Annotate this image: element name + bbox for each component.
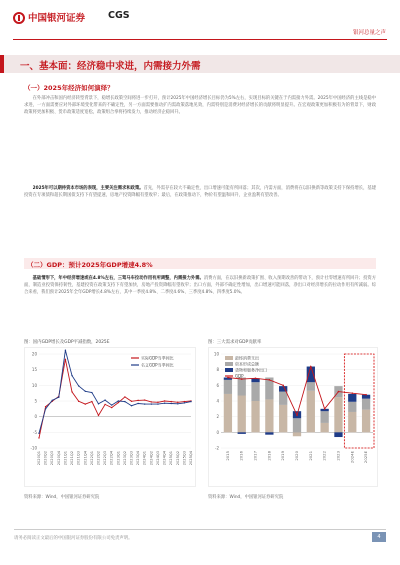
- x-tick-label: 2021Q2: [70, 451, 75, 466]
- brand-name: 中国银河证券: [28, 13, 86, 24]
- x-tick-label: 2021: [307, 451, 313, 461]
- x-tick-label: 2023Q4: [136, 451, 141, 466]
- bar-segment: [334, 397, 342, 432]
- figure-1-source: 资料来源：Wind，中国银河证券研究院: [24, 495, 100, 500]
- footer-divider: [14, 529, 386, 530]
- x-tick-label: 2024Q4: [162, 451, 167, 466]
- y-tick-label: 20: [31, 351, 37, 357]
- y-tick-label: 4: [216, 398, 219, 404]
- gdp-point: [310, 366, 312, 368]
- data-point: [111, 404, 112, 405]
- data-point: [151, 401, 152, 402]
- bar-segment: [279, 405, 287, 432]
- bar-segment: [320, 411, 328, 423]
- bar-segment: [293, 418, 301, 432]
- bar-segment: [224, 380, 232, 394]
- y-tick-label: -10: [30, 445, 37, 451]
- x-tick-label: 2025E: [363, 451, 369, 464]
- bar-segment: [238, 378, 246, 396]
- body-paragraph-2: [24, 185, 376, 199]
- report-series: 银河总量之声: [352, 30, 386, 36]
- data-point: [78, 401, 79, 402]
- legend-label: 实际GDP当季同比: [141, 355, 174, 361]
- data-point: [78, 385, 79, 386]
- page-number: 4: [372, 532, 386, 542]
- y-tick-label: 10: [31, 382, 37, 388]
- legend-swatch: [225, 368, 233, 372]
- x-tick-label: 2025Q1: [169, 451, 174, 466]
- bar-segment: [348, 394, 356, 402]
- figure-2-source: 资料来源：Wind，中国银河证券研究院: [208, 495, 284, 500]
- series-line: [39, 359, 191, 438]
- y-tick-label: -2: [215, 445, 219, 451]
- bar-segment: [362, 410, 370, 433]
- gdp-line: [228, 367, 366, 416]
- demand-contribution-chart: [208, 347, 378, 487]
- subsection-title-2: （二）GDP：预计2025年GDP增速4.8%: [27, 261, 153, 269]
- data-point: [58, 397, 59, 398]
- subsection-title-1: （一）2025年经济如何演绎？: [24, 84, 114, 92]
- data-point: [85, 391, 86, 392]
- bar-segment: [251, 401, 259, 432]
- bar-segment: [265, 432, 273, 434]
- x-tick-label: 2020Q4: [56, 451, 61, 466]
- x-tick-label: 2025Q2: [175, 451, 180, 466]
- paragraph-body: 首先，外需存在较大不确定性，出口增速可能有所回落；其次，内需方面，消费将在以旧换新等政策支持下保持增长，基建投资在专项债和超长期国债支持下有望提速，房地产投资降幅有望收窄；最后，在政策推动下，物价有望温和回升，企业盈利有望改善。: [24, 186, 376, 199]
- data-point: [91, 392, 92, 393]
- header-divider: [13, 39, 387, 40]
- gdp-point: [324, 408, 326, 410]
- x-tick-label: 2021Q1: [63, 451, 68, 466]
- bar-segment: [348, 412, 356, 432]
- gdp-point: [338, 391, 340, 393]
- y-tick-label: 8: [216, 367, 219, 373]
- data-point: [131, 401, 132, 402]
- paragraph-lead: 2025年可以期待资本市场的表现，主要关注需求和政策。: [32, 186, 144, 191]
- x-tick-label: 2022Q4: [109, 451, 114, 466]
- data-point: [177, 402, 178, 403]
- x-tick-label: 2015: [224, 451, 230, 461]
- x-tick-label: 2023Q1: [116, 451, 121, 466]
- page-header: [0, 0, 400, 44]
- data-point: [124, 396, 125, 397]
- body-paragraph-3: [24, 275, 376, 297]
- data-point: [137, 400, 138, 401]
- x-tick-label: 2021Q3: [76, 451, 81, 466]
- x-tick-label: 2022Q2: [96, 451, 101, 466]
- x-tick-label: 2024E: [349, 451, 355, 464]
- y-tick-label: 0: [216, 429, 219, 435]
- x-tick-label: 2020Q1: [37, 451, 41, 466]
- x-tick-label: 2022Q3: [103, 451, 108, 466]
- gdp-point: [269, 379, 271, 381]
- y-tick-label: -5: [33, 429, 37, 435]
- y-tick-label: 2: [216, 414, 219, 420]
- data-point: [45, 408, 46, 409]
- data-point: [131, 405, 132, 406]
- y-tick-label: 6: [216, 382, 219, 388]
- cgs-logo-icon: [13, 12, 25, 24]
- y-tick-label: 15: [31, 367, 37, 373]
- legend-label: 资本形成总额: [235, 361, 259, 367]
- data-point: [164, 402, 165, 403]
- x-tick-label: 2021Q4: [83, 451, 88, 466]
- data-point: [71, 391, 72, 392]
- x-tick-label: 2016: [238, 451, 244, 461]
- data-point: [170, 401, 171, 402]
- bar-segment: [334, 432, 342, 437]
- bar-segment: [362, 399, 370, 410]
- x-tick-label: 2017: [252, 451, 258, 461]
- footer-disclaimer: 请务必阅读正文最后的中国银河证券股份有限公司免责声明。: [14, 536, 133, 541]
- legend-swatch: [225, 362, 233, 366]
- data-point: [151, 403, 152, 404]
- legend-label: 名义GDP当季同比: [141, 362, 174, 368]
- data-point: [104, 399, 105, 400]
- gdp-point: [241, 378, 243, 380]
- data-point: [144, 399, 145, 400]
- data-point: [111, 407, 112, 408]
- data-point: [38, 433, 39, 434]
- data-point: [170, 403, 171, 404]
- data-point: [124, 401, 125, 402]
- data-point: [65, 359, 66, 360]
- x-tick-label: 2022Q1: [89, 451, 94, 466]
- legend-swatch: [225, 356, 233, 360]
- section-title: 一、基本面：经济稳中求进，内需接力外需: [20, 61, 201, 72]
- data-point: [52, 400, 53, 401]
- gdp-point: [351, 392, 353, 394]
- x-tick-label: 2025Q4: [189, 451, 193, 466]
- y-tick-label: 5: [34, 398, 37, 404]
- x-tick-label: 2019: [280, 451, 286, 461]
- data-point: [157, 402, 158, 403]
- x-tick-label: 2025Q3: [182, 451, 187, 466]
- y-tick-label: 10: [213, 351, 219, 357]
- paragraph-lead: 基础情形下，年中经济增速或在4.8%左右，三驾马车拉动作用有所调整，内需接力外需。: [32, 276, 204, 281]
- brand-english: CGS: [108, 10, 130, 21]
- data-point: [177, 403, 178, 404]
- x-tick-label: 2023: [335, 451, 341, 461]
- data-point: [118, 400, 119, 401]
- gdp-point: [365, 394, 367, 396]
- data-point: [157, 403, 158, 404]
- data-point: [184, 401, 185, 402]
- section-accent: [0, 55, 4, 73]
- x-tick-label: 2024Q3: [155, 451, 160, 466]
- data-point: [71, 375, 72, 376]
- bar-segment: [293, 432, 301, 436]
- data-point: [38, 437, 39, 438]
- data-point: [98, 415, 99, 416]
- x-tick-label: 2024Q2: [149, 451, 154, 466]
- data-point: [85, 403, 86, 404]
- bar-segment: [320, 423, 328, 432]
- body-paragraph-1: 在外部冲击和国内经济转型背景下，稳增长政策空间将进一步打开，预计2025年中国经济增长目标仍为5%左右，实现目标的关键在于内需接力外需。2025年中国经济的主线是稳中求进，一方面需要应对外部环境变化带来的不确定性，另一方面需要推动扩内需政策落地见效，内需特别是消费对经济增长的贡献将明显提升。在宏观政策更加积极有为的背景下，财政政策将更加积极、货币政策适度宽松，政策组合拳将持续发力，推动经济企稳回升。: [24, 96, 376, 116]
- legend-label: GDP: [235, 373, 244, 379]
- data-point: [104, 404, 105, 405]
- data-point: [118, 402, 119, 403]
- data-point: [137, 403, 138, 404]
- bar-segment: [279, 392, 287, 405]
- data-point: [164, 400, 165, 401]
- bar-segment: [307, 382, 315, 391]
- gdp-point: [255, 377, 257, 379]
- gdp-line-chart: [24, 347, 196, 487]
- bar-segment: [238, 432, 246, 434]
- data-point: [65, 350, 66, 351]
- paragraph-body: 消费方面，在以旧换新政策扩围、收入预期改善的带动下，预计社零增速有所回升；投资方面，制造业投资保持韧性，基建投资在政策支持下有望加快，房地产投资降幅有望收窄；出口方面，外部不确定性增加，出口增速可能回落，净出口对经济增长的拉动作用有所减弱。综合来看，我们预计2025年全年GDP增长4.8%左右，其中一季度4.8%、二季度4.6%、三季度4.8%、四季度5.0%。: [24, 276, 377, 296]
- bar-segment: [265, 399, 273, 432]
- data-point: [190, 401, 191, 402]
- x-tick-label: 2022: [321, 451, 327, 461]
- legend-label: 货物和服务净出口: [235, 367, 267, 373]
- data-point: [144, 403, 145, 404]
- x-tick-label: 2020Q3: [50, 451, 55, 466]
- figure-1-title: 图：国内GDP增长及GDP平减指数，2025E: [24, 340, 110, 345]
- data-point: [184, 402, 185, 403]
- bar-segment: [224, 394, 232, 432]
- data-point: [98, 403, 99, 404]
- figure-2-title: 图：三大需求对GDP贡献率: [208, 340, 262, 345]
- legend-label: 最终消费支出: [235, 355, 259, 361]
- x-tick-label: 2023Q3: [129, 451, 134, 466]
- bar-segment: [251, 382, 259, 401]
- gdp-point: [296, 414, 298, 416]
- x-tick-label: 2020Q2: [43, 451, 48, 466]
- bar-segment: [238, 396, 246, 433]
- gdp-point: [282, 385, 284, 387]
- gdp-point: [227, 377, 229, 379]
- data-point: [91, 401, 92, 402]
- y-tick-label: 0: [34, 414, 37, 420]
- bar-segment: [348, 402, 356, 412]
- bar-segment: [307, 391, 315, 433]
- x-tick-label: 2020: [294, 451, 299, 461]
- data-point: [45, 406, 46, 407]
- x-tick-label: 2023Q2: [122, 451, 127, 466]
- x-tick-label: 2018: [266, 451, 272, 461]
- x-tick-label: 2024Q1: [142, 451, 147, 466]
